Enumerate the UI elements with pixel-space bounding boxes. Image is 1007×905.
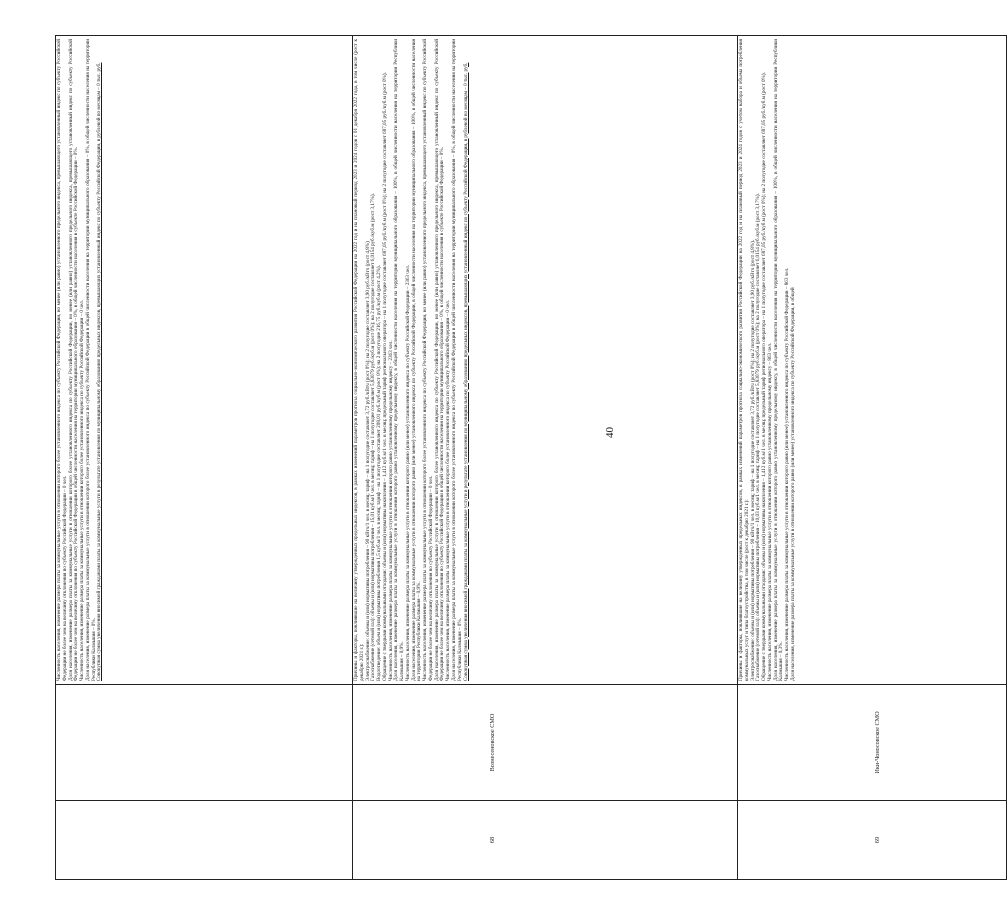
paragraph: Водоотведение: объем и (или) нормативы потребления 1,5 куб.м/1 чел. в месяц; тариф – на 1 полугодие составляет 208,01 руб./куб.м (рост 0%); на 2 полугодие 216,75 руб./куб.м (рост 4,2%). bbox=[376, 265, 383, 681]
paragraph: Совокупная сумма увеличения вносимой гражданами платы за коммунальные услуги в результате установления по муниципальному образованию предельных индексов, превышающих установленный индекс по субъекту Российской Федерации, в рублевой по месяцам – 0 тыс. руб. bbox=[96, 62, 103, 681]
paragraph: Численность населения, изменение размера платы за коммунальные услуги в отношении которого более установленного индекса по субъекту Российской Федерации, но менее (или равно) установленного предельного индекса, превышающего установленный индекс по субъекту Российской Федерации не более чем на величину отклонения по субъекту Российской Федерации – 0 чел. bbox=[56, 39, 68, 681]
paragraph: Причины и факторы, повлиявшие на величину утвержденных предельных индексов, в рамках изменений параметров прогноза социально-экономического развития Российской Федерации на 2022 год и на плановый период 2023 и 2024 годов с 01 декабря 2022 года, в том числе (рост к декабрю 2021 г.): bbox=[353, 39, 365, 681]
paragraph: Газоснабжение (сетевой газ): объемы и (или) нормативы потребления – 15,01 куб.м/1 чел. в месяц; тариф – на 1 полугодие составляет 5,83079 руб./куб.м (рост 0%); на 2 полугодие составляет 6,0154 руб./куб.м (рост 3,17%). bbox=[370, 193, 377, 681]
table-row bbox=[353, 36, 738, 880]
paragraph: Доля населения, изменение размера платы за коммунальные услуги в отношении которого равно установленному предельному индексу, в общей численности населения на территории муниципального образования – 100%, в общей численности населения на территории Республики Калмыкия – 0,3%. bbox=[772, 39, 785, 681]
paragraph: Доля населения, изменение размера платы за коммунальные услуги в отношении которого равно установленному предельному индексу, в общей численности населения на территории муниципального образования – 100%, в общей численности населения на территории Республики Калмыкия – 0,9%. bbox=[393, 39, 406, 681]
paragraph: Численность населения, изменение размера платы за коммунальные услуги в отношении которого равно установленному предельному индексу – 863 чел. bbox=[766, 342, 773, 681]
paragraph: Численность населения, изменение размера платы за коммунальные услуги в отношении которого более установленного индекса по субъекту Российской Федерации, но менее (или равно) установленного предельного индекса, превышающего установленный индекс по субъекту Российской Федерации не более чем на величину отклонения по субъекту Российской Федерации – 0 чел. bbox=[422, 39, 434, 681]
paragraph: Совокупная сумма увеличения вносимой гражданами платы за коммунальные услуги в результате установления по муниципальному образованию предельных индексов, превышающих установленный индекс по субъекту Российской Федерации, в рублевой по месяцам – 0 тыс. руб. bbox=[462, 62, 469, 681]
paragraph: Обращение с твердыми коммунальными отходами: объемы и (или) нормативы накопления – 1,412 куб.м/1 чел. в месяц; предельный тариф регионального оператора – на 1 полугодие составляет 687,05 руб./куб.м (рост 0%); на 2 полугодие составляет 687,05 руб./куб.м (рост 0%). bbox=[761, 72, 768, 681]
paragraph: Численность населения, изменение размера платы за коммунальные услуги в отношении которого более установленного индекса по субъекту Российской Федерации – 0 чел. bbox=[445, 299, 452, 681]
paragraph: Численность населения, изменение размера платы за коммунальные услуги в отношении которого более установленного индекса по субъекту Российской Федерации – 0 чел. bbox=[79, 299, 86, 681]
paragraph: Численность населения, изменение размера платы за коммунальные услуги в отношении которого равно (или менее) установленного индекса по субъекту Российской Федерации – 863 чел. bbox=[784, 267, 791, 681]
paragraph: Обращение с твердыми коммунальными отходами: объемы и (или) нормативы накопления – 1,412 куб.м/1 чел. в месяц; предельный тариф регионального оператора – на 1 полугодие составляет 687,05 руб./куб.м (рост 0%); на 2 полугодие составляет 687,05 руб./куб.м (рост 0%). bbox=[381, 72, 388, 681]
municipality-name-cell: Вознесеновское СМО bbox=[353, 685, 738, 801]
row-number-cell: 69 bbox=[738, 801, 1007, 880]
paragraph: Численность населения, изменение размера платы за коммунальные услуги в отношении которого равно установленному предельному индексу – 2363 чел. bbox=[387, 340, 394, 681]
municipality-name-cell bbox=[56, 685, 353, 801]
municipality-name-cell: Ики-Чоносовское СМО bbox=[738, 685, 1007, 801]
paragraph: Электроснабжение: объемы и (или) нормативы потребления – 90 кВтч/1 чел. в месяц; тариф – на 1 полугодие составляет 3,72 руб./кВтч (рост 0%); на 2 полугодие составляет 3,90 руб./кВтч (рост 4,8%). bbox=[749, 239, 756, 681]
paragraph: Численность населения, изменение размера платы за коммунальные услуги в отношении которого равно (или менее) установленного индекса по субъекту Российской Федерации – 2363 чел. bbox=[404, 265, 411, 681]
table-row bbox=[738, 36, 1007, 880]
row-number-cell: 68 bbox=[353, 801, 738, 880]
page-number: 40 bbox=[604, 427, 616, 438]
municipal-index-table bbox=[55, 35, 1007, 880]
paragraph: Доля населения, изменение размера платы за коммунальные услуги в отношении которого более установленного индекса по субъекту Российской Федерации, но менее (или равно) установленного предельного индекса, превышающего установленный индекс по субъекту Российской Федерации не более чем на величину отклонения по субъекту Российской Федерации в общей численности населения на территории муниципального образования – 0%, в общей численности населения в субъекте Российской Федерации – 0%. bbox=[433, 39, 446, 681]
description-cell bbox=[738, 36, 1007, 685]
description-cell bbox=[56, 36, 353, 685]
table-row bbox=[56, 36, 353, 880]
paragraph: Доля населения, изменение размера платы за коммунальные услуги в отношении которого равно (или менее) установленного индекса по субъекту Российской Федерации, в общей численности населения на территории муниципального образования – 100%, в общей численности населения на территории Республики Калмыкия – 0,9%. bbox=[410, 39, 423, 681]
paragraph: Доля населения, изменение размера платы за коммунальные услуги в отношении которого равно (или менее) установленного индекса по субъекту Российской Федерации, в общей bbox=[789, 287, 796, 681]
paragraph: Доля населения, изменение размера платы за коммунальные услуги в отношении которого более установленного индекса по субъекту Российской Федерации в общей численности населения на территории муниципального образования – 0%, в общей численности населения на территории Республики Калмыкия – 0%. bbox=[451, 39, 463, 681]
paragraph: Доля населения, изменение размера платы за коммунальные услуги в отношении которого более установленного индекса по субъекту Российской Федерации, но менее (или равно) установленного предельного индекса, превышающего установленный индекс по субъекту Российской Федерации не более чем на величину отклонения по субъекту Российской Федерации в общей численности населения на территории муниципального образования – 0%, в общей численности населения в субъекте Российской Федерации – 0%. bbox=[67, 39, 80, 681]
paragraph: Причины и факторы, повлиявшие на величину утвержденных предельных индексов, в рамках изменений параметров прогноза социально-экономического развития Российской Федерации на 2022 год и на плановый период 2023 и 2024 годов с учетом набора и объема потребления коммунальных услуг и типа благоустройства, в том числе (рост к декабрю 2021 г.): bbox=[738, 39, 750, 681]
description-cell bbox=[353, 36, 738, 685]
paragraph: Электроснабжение: объемы и (или) нормативы потребления – 90 кВтч/1 чел. в месяц; тариф – на 1 полугодие составляет 3,72 руб./кВтч (рост 0%); на 2 полугодие составляет 3,90 руб./кВтч (рост 4,8%) bbox=[364, 241, 371, 681]
paragraph: Доля населения, изменение размера платы за коммунальные услуги в отношении которого более установленного индекса по субъекту Российской Федерации в общей численности населения на территории муниципального образования – 0%, в общей численности населения на территории Республики Калмыкия – 0%. bbox=[84, 39, 97, 681]
paragraph: Газоснабжение (сетевой газ): объемы и (или) нормативы потребления – 10,03 куб.м/1 чел. в месяц; тариф – на 1 полугодие составляет 5,83079 руб./куб.м (рост 0%); на 2 полугодие составляет 6,0154 руб./куб.м (рост 3,17%). bbox=[755, 193, 762, 681]
row-number-cell bbox=[56, 801, 353, 880]
